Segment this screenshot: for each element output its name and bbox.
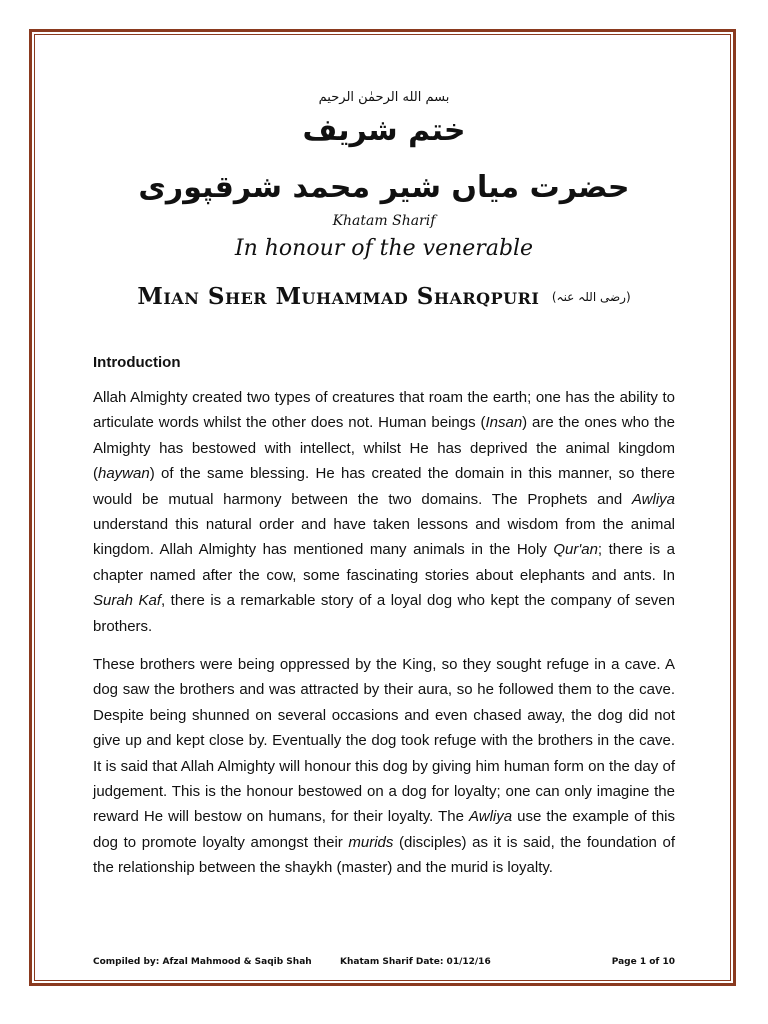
text-run: (disciples) as it is said, the foundation of the relationship between the shaykh (master) and the murid is loyalty.: [93, 833, 676, 877]
text-run: understand this natural order and have taken lessons and wisdom from the animal kingdom. Allah Almighty has mentioned many animals in the Holy: [93, 516, 675, 559]
text-run: use the example of this dog to promote loyalty amongst their: [93, 808, 675, 851]
introduction-heading: Introduction: [93, 354, 181, 371]
name-line: [0, 283, 768, 310]
italic-term: Qur'an: [553, 541, 598, 559]
paragraph-1: [93, 385, 675, 639]
text-run: ) are the ones who the Almighty has bestowed with intellect, whilst He has deprived the animal kingdom (: [93, 414, 676, 483]
khatam-sharif-subtitle: Khatam Sharif: [332, 213, 436, 229]
footer-page-number: Page 1 of 10: [611, 957, 675, 967]
text-run: Allah Almighty created two types of creatures that roam the earth; one has the ability to articulate words whilst the other does not. Human beings (: [93, 389, 675, 432]
text-run: ; there is a chapter named after the cow, some fascinating stories about elephants and ants. In: [93, 541, 675, 584]
italic-term: Surah Kaf: [93, 592, 162, 610]
text-run: ) of the same blessing. He has created the domain in this manner, so there would be mutual harmony between the two domains. The Prophets and: [93, 465, 675, 508]
bismillah-line: بسم الله الرحمٰن الرحیم: [318, 90, 450, 105]
italic-term: Awliya: [469, 808, 513, 826]
footer-compiled-by: Compiled by: Afzal Mahmood & Saqib Shah: [93, 957, 312, 967]
english-name: Mian Sher Muhammad Sharqpuri: [137, 283, 540, 310]
italic-term: murids: [348, 833, 394, 851]
italic-term: Awliya: [631, 490, 675, 508]
honour-line: In honour of the venerable: [234, 236, 534, 261]
text-run: , there is a remarkable story of a loyal dog who kept the company of seven brothers.: [93, 592, 675, 635]
text-run: These brothers were being oppressed by the King, so they sought refuge in a cave. A dog saw the brothers and was attracted by their aura, so he followed them to the cave. Despite being shunned on several occasions and even chased away, the dog did not give up and kept close by. Eventually the dog took refuge with the brothers in the cave. It is said that Allah Almighty will honour this dog by giving him human form on the day of judgement. This is the honour bestowed on a dog for loyalty; one can only imagine the reward He will bestow on humans, for their loyalty. The: [93, 656, 675, 826]
paragraph-2: [93, 652, 675, 881]
italic-term: Insan: [485, 414, 523, 432]
italic-term: haywan: [98, 465, 150, 483]
footer-date: Khatam Sharif Date: 01/12/16: [340, 957, 491, 967]
arabic-title: ختم شریف: [302, 113, 466, 148]
urdu-name-heading: حضرت میاں شیر محمد شرقپوری: [138, 170, 630, 205]
honorific: (رضی اللہ عنہ): [551, 290, 631, 304]
